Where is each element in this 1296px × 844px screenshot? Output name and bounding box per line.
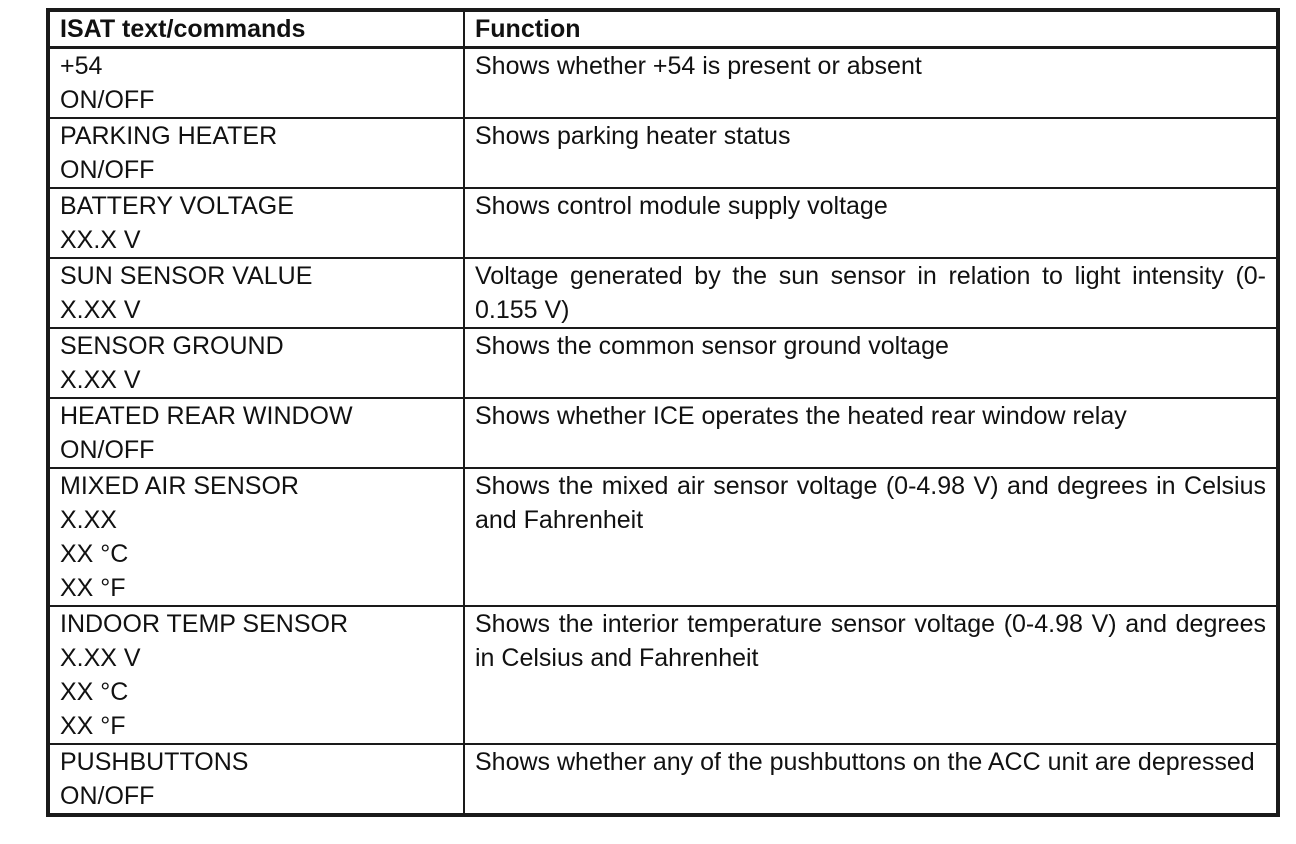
- function-description-cell: Shows control module supply voltage: [464, 188, 1278, 258]
- function-description-cell: Shows whether ICE operates the heated rear window relay: [464, 398, 1278, 468]
- isat-command-line: PUSHBUTTONS: [60, 748, 249, 776]
- header-isat-commands: ISAT text/commands: [48, 10, 464, 48]
- table-body: [48, 48, 1278, 816]
- isat-command-cell: [48, 744, 464, 815]
- isat-command-line: INDOOR TEMP SENSOR: [60, 610, 349, 638]
- header-function: Function: [464, 10, 1278, 48]
- isat-command-line: MIXED AIR SENSOR: [60, 472, 299, 500]
- isat-command-line: XX °F: [60, 574, 126, 602]
- table-row: [48, 468, 1278, 606]
- isat-command-cell: [48, 328, 464, 398]
- isat-command-cell: [48, 118, 464, 188]
- isat-command-cell: [48, 188, 464, 258]
- isat-command-line: SENSOR GROUND: [60, 332, 284, 360]
- isat-command-line: X.XX: [60, 506, 117, 534]
- isat-command-cell: [48, 398, 464, 468]
- table-row: [48, 606, 1278, 744]
- table-row: [48, 258, 1278, 328]
- isat-command-line: ON/OFF: [60, 436, 155, 464]
- isat-command-line: X.XX V: [60, 644, 141, 672]
- isat-command-line: BATTERY VOLTAGE: [60, 192, 294, 220]
- isat-command-line: ON/OFF: [60, 156, 155, 184]
- function-description-cell: Shows the common sensor ground voltage: [464, 328, 1278, 398]
- isat-command-line: SUN SENSOR VALUE: [60, 262, 313, 290]
- function-description-cell: Shows whether +54 is present or absent: [464, 48, 1278, 119]
- isat-command-line: X.XX V: [60, 366, 141, 394]
- function-description-cell: Shows parking heater status: [464, 118, 1278, 188]
- header-row: [48, 10, 1278, 48]
- isat-command-cell: [48, 258, 464, 328]
- isat-command-line: HEATED REAR WINDOW: [60, 402, 353, 430]
- isat-command-line: XX °F: [60, 712, 126, 740]
- isat-command-cell: [48, 606, 464, 744]
- isat-commands-table: [46, 8, 1280, 817]
- function-description-cell: Shows the interior temperature sensor voltage (0-4.98 V) and degrees in Celsius and Fahrenheit: [464, 606, 1278, 744]
- isat-command-line: ON/OFF: [60, 86, 155, 114]
- function-description-cell: Voltage generated by the sun sensor in relation to light intensity (0-0.155 V): [464, 258, 1278, 328]
- table-row: [48, 48, 1278, 119]
- function-description-cell: Shows the mixed air sensor voltage (0-4.98 V) and degrees in Celsius and Fahrenheit: [464, 468, 1278, 606]
- function-description-cell: Shows whether any of the pushbuttons on the ACC unit are depressed: [464, 744, 1278, 815]
- isat-command-line: X.XX V: [60, 296, 141, 324]
- isat-command-line: +54: [60, 52, 103, 80]
- table-row: [48, 398, 1278, 468]
- isat-command-line: XX °C: [60, 678, 129, 706]
- table-row: [48, 744, 1278, 815]
- isat-command-cell: [48, 48, 464, 119]
- isat-command-line: XX °C: [60, 540, 129, 568]
- table-row: [48, 188, 1278, 258]
- table-row: [48, 328, 1278, 398]
- table-row: [48, 118, 1278, 188]
- isat-command-line: XX.X V: [60, 226, 141, 254]
- table-header: [48, 10, 1278, 48]
- isat-command-cell: [48, 468, 464, 606]
- isat-command-line: ON/OFF: [60, 782, 155, 810]
- isat-command-line: PARKING HEATER: [60, 122, 278, 150]
